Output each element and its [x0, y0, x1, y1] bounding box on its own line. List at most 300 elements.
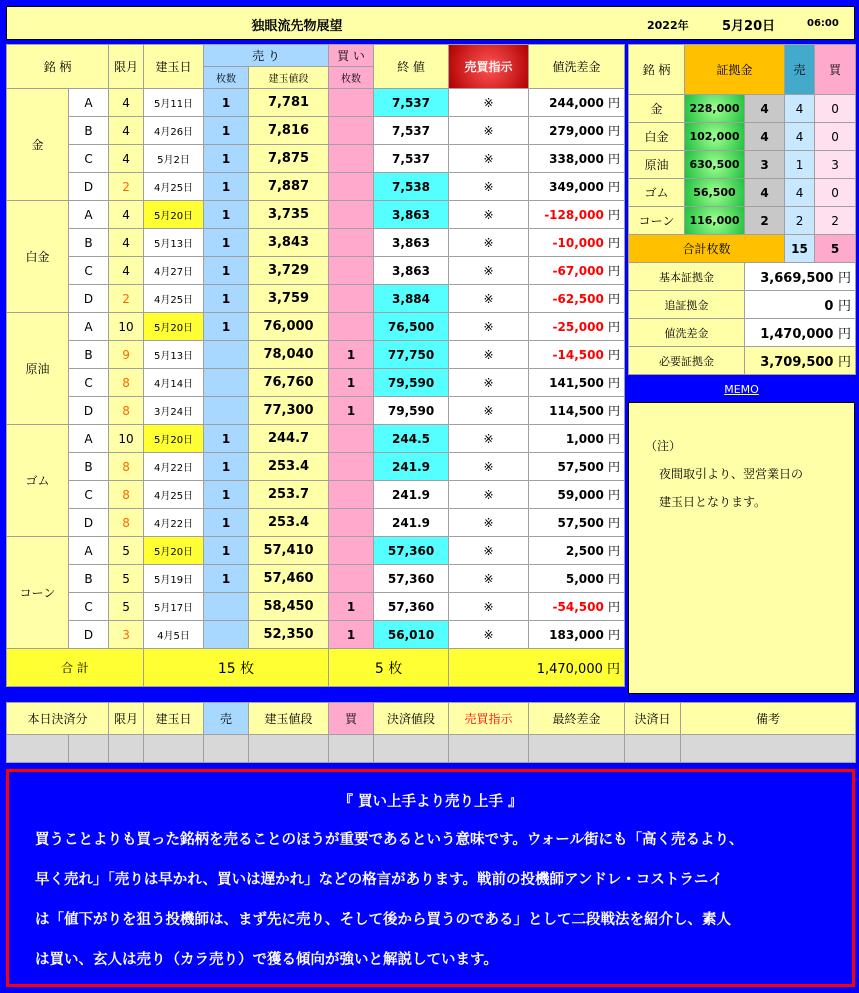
buy-count — [329, 229, 374, 257]
trade-instruction[interactable]: ※ — [449, 313, 529, 341]
memo-line-2: 建玉日となります。 — [659, 495, 767, 509]
contract-code: C — [69, 145, 109, 173]
col-tategyoku-neda: 建玉値段 — [249, 67, 329, 89]
margin-amount: 630,500 — [685, 151, 745, 179]
settle-cell[interactable] — [109, 735, 144, 763]
sell-count: 1 — [204, 257, 249, 285]
position-row — [7, 201, 625, 229]
position-row — [7, 453, 625, 481]
position-row — [7, 425, 625, 453]
trade-instruction[interactable]: ※ — [449, 537, 529, 565]
summary-row — [629, 319, 856, 347]
margin-sell: 4 — [785, 123, 815, 151]
nearai-diff: 338,000 円 — [529, 145, 625, 173]
nearai-diff: 2,500 円 — [529, 537, 625, 565]
trade-instruction[interactable]: ※ — [449, 257, 529, 285]
margin-count: 3 — [745, 151, 785, 179]
sell-count: 1 — [204, 117, 249, 145]
baibai-shiji-button[interactable]: 売買指示 — [449, 45, 529, 89]
buy-count: 1 — [329, 621, 374, 649]
sell-count: 1 — [204, 425, 249, 453]
position-row — [7, 397, 625, 425]
position-price: 253.4 — [249, 453, 329, 481]
settle-cell[interactable] — [374, 735, 449, 763]
settle-cell[interactable] — [249, 735, 329, 763]
summary-row — [629, 347, 856, 375]
position-row — [7, 117, 625, 145]
margin-amount: 56,500 — [685, 179, 745, 207]
total-diff: 1,470,000 円 — [449, 649, 625, 687]
position-date: 4月25日 — [144, 481, 204, 509]
position-row — [7, 313, 625, 341]
margin-count: 4 — [745, 179, 785, 207]
buy-count — [329, 145, 374, 173]
col-nearai: 値洗差金 — [529, 45, 625, 89]
position-date: 5月20日 — [144, 313, 204, 341]
total-label: 合 計 — [7, 649, 144, 687]
trade-instruction[interactable]: ※ — [449, 117, 529, 145]
sell-count: 1 — [204, 201, 249, 229]
nearai-diff: 141,500 円 — [529, 369, 625, 397]
margin-buy: 0 — [815, 123, 856, 151]
settle-col-4: 売 — [204, 703, 249, 735]
side-total-buy: 5 — [815, 235, 856, 263]
nearai-diff: -67,000 円 — [529, 257, 625, 285]
settle-cell[interactable] — [69, 735, 109, 763]
margin-row — [629, 123, 856, 151]
col-gengetsu: 限月 — [109, 45, 144, 89]
contract-code: D — [69, 285, 109, 313]
nearai-diff: 349,000 円 — [529, 173, 625, 201]
buy-count — [329, 537, 374, 565]
settle-cell[interactable] — [625, 735, 681, 763]
memo-note: （注） — [645, 439, 682, 453]
buy-count: 1 — [329, 397, 374, 425]
buy-count: 1 — [329, 593, 374, 621]
contract-code: C — [69, 257, 109, 285]
sell-count: 1 — [204, 285, 249, 313]
quote-line-3: は「値下がりを狙う投機師は、まず先に売り、そして後から買うのである」として二段戦法を紹介し、素人 — [35, 912, 731, 928]
position-date: 5月11日 — [144, 89, 204, 117]
buy-count: 1 — [329, 369, 374, 397]
trade-instruction[interactable]: ※ — [449, 89, 529, 117]
position-date: 5月20日 — [144, 537, 204, 565]
contract-code: A — [69, 201, 109, 229]
contract-month: 3 — [109, 621, 144, 649]
nearai-diff: -25,000 円 — [529, 313, 625, 341]
summary-value: 1,470,000 円 — [745, 319, 856, 347]
trade-instruction[interactable]: ※ — [449, 397, 529, 425]
settle-col-11: 備考 — [681, 703, 856, 735]
position-date: 3月24日 — [144, 397, 204, 425]
position-date: 4月22日 — [144, 509, 204, 537]
position-date: 4月26日 — [144, 117, 204, 145]
contract-code: D — [69, 173, 109, 201]
close-price: 79,590 — [374, 369, 449, 397]
close-price: 56,010 — [374, 621, 449, 649]
summary-label: 基本証拠金 — [629, 263, 745, 291]
close-price: 79,590 — [374, 397, 449, 425]
position-price: 253.7 — [249, 481, 329, 509]
sell-count: 1 — [204, 537, 249, 565]
settle-col-9: 最終差金 — [529, 703, 625, 735]
contract-code: B — [69, 229, 109, 257]
position-price: 3,729 — [249, 257, 329, 285]
close-price: 76,500 — [374, 313, 449, 341]
quote-line-2: 早く売れ」「売りは早かれ、買いは遅かれ」などの格言があります。戦前の投機師アンドレ・コストラニイ — [35, 872, 723, 888]
summary-label: 値洗差金 — [629, 319, 745, 347]
position-date: 4月25日 — [144, 285, 204, 313]
settle-col-1: 本日決済分 — [7, 703, 109, 735]
margin-row — [629, 151, 856, 179]
margin-name: 金 — [629, 95, 685, 123]
margin-sell: 1 — [785, 151, 815, 179]
position-price: 3,759 — [249, 285, 329, 313]
nearai-diff: 183,000 円 — [529, 621, 625, 649]
margin-name: コーン — [629, 207, 685, 235]
contract-month: 4 — [109, 257, 144, 285]
position-date: 4月22日 — [144, 453, 204, 481]
sell-count: 1 — [204, 565, 249, 593]
settle-cell[interactable] — [529, 735, 625, 763]
position-date: 4月27日 — [144, 257, 204, 285]
position-row — [7, 481, 625, 509]
position-price: 7,887 — [249, 173, 329, 201]
sell-count: 1 — [204, 229, 249, 257]
close-price: 241.9 — [374, 453, 449, 481]
contract-code: A — [69, 425, 109, 453]
contract-month: 5 — [109, 593, 144, 621]
settle-cell[interactable] — [204, 735, 249, 763]
sell-count: 1 — [204, 313, 249, 341]
margin-row — [629, 207, 856, 235]
nearai-diff: 57,500 円 — [529, 453, 625, 481]
summary-row — [629, 263, 856, 291]
quote-panel — [6, 769, 855, 987]
quote-line-4: は買い、玄人は売り（カラ売り）で獲る傾向が強いと解説しています。 — [35, 952, 498, 968]
contract-month: 2 — [109, 285, 144, 313]
position-row — [7, 537, 625, 565]
position-price: 77,300 — [249, 397, 329, 425]
nearai-diff: -14,500 円 — [529, 341, 625, 369]
trade-instruction[interactable]: ※ — [449, 341, 529, 369]
buy-count — [329, 453, 374, 481]
buy-count: 1 — [329, 341, 374, 369]
col-owarine: 終 値 — [374, 45, 449, 89]
margin-amount: 116,000 — [685, 207, 745, 235]
close-price: 3,863 — [374, 201, 449, 229]
contract-code: C — [69, 593, 109, 621]
position-price: 76,000 — [249, 313, 329, 341]
position-price: 76,760 — [249, 369, 329, 397]
side-total-sell: 15 — [785, 235, 815, 263]
summary-value: 0 円 — [745, 291, 856, 319]
trade-instruction[interactable]: ※ — [449, 425, 529, 453]
nearai-diff: 114,500 円 — [529, 397, 625, 425]
close-price: 241.9 — [374, 509, 449, 537]
position-date: 5月19日 — [144, 565, 204, 593]
contract-month: 2 — [109, 173, 144, 201]
contract-month: 5 — [109, 537, 144, 565]
memo-box — [628, 402, 855, 694]
position-date: 5月20日 — [144, 425, 204, 453]
nearai-diff: -54,500 円 — [529, 593, 625, 621]
nearai-diff: -10,000 円 — [529, 229, 625, 257]
margin-sell: 4 — [785, 95, 815, 123]
position-price: 7,781 — [249, 89, 329, 117]
close-price: 7,537 — [374, 145, 449, 173]
position-date: 5月17日 — [144, 593, 204, 621]
buy-count — [329, 89, 374, 117]
buy-count — [329, 509, 374, 537]
trade-instruction[interactable]: ※ — [449, 369, 529, 397]
nearai-diff: 244,000 円 — [529, 89, 625, 117]
settle-cell[interactable] — [329, 735, 374, 763]
position-date: 4月25日 — [144, 173, 204, 201]
contract-month: 8 — [109, 397, 144, 425]
margin-buy: 2 — [815, 207, 856, 235]
contract-month: 4 — [109, 117, 144, 145]
nearai-diff: -62,500 円 — [529, 285, 625, 313]
contract-code: B — [69, 117, 109, 145]
position-price: 57,410 — [249, 537, 329, 565]
nearai-diff: 59,000 円 — [529, 481, 625, 509]
contract-month: 9 — [109, 341, 144, 369]
trade-instruction[interactable]: ※ — [449, 509, 529, 537]
contract-month: 10 — [109, 425, 144, 453]
side-total-label: 合計枚数 — [629, 235, 785, 263]
nearai-diff: 5,000 円 — [529, 565, 625, 593]
position-row — [7, 565, 625, 593]
trade-instruction[interactable]: ※ — [449, 201, 529, 229]
buy-count — [329, 425, 374, 453]
buy-count — [329, 201, 374, 229]
contract-month: 4 — [109, 145, 144, 173]
position-price: 7,875 — [249, 145, 329, 173]
sell-count — [204, 341, 249, 369]
sell-count: 1 — [204, 173, 249, 201]
memo-line-1: 夜間取引より、翌営業日の — [659, 467, 804, 481]
group-name: 金 — [7, 89, 69, 201]
close-price: 57,360 — [374, 565, 449, 593]
position-price: 78,040 — [249, 341, 329, 369]
side-col-uri: 売 — [785, 45, 815, 95]
close-price: 3,863 — [374, 257, 449, 285]
close-price: 7,537 — [374, 117, 449, 145]
sell-count: 1 — [204, 481, 249, 509]
contract-month: 4 — [109, 89, 144, 117]
margin-name: ゴム — [629, 179, 685, 207]
contract-code: B — [69, 453, 109, 481]
settle-col-7: 決済値段 — [374, 703, 449, 735]
group-name: ゴム — [7, 425, 69, 537]
margin-table — [628, 44, 856, 375]
close-price: 241.9 — [374, 481, 449, 509]
buy-count — [329, 565, 374, 593]
sell-count: 1 — [204, 145, 249, 173]
nearai-diff: 57,500 円 — [529, 509, 625, 537]
sell-count: 1 — [204, 509, 249, 537]
col-uri: 売 り — [204, 45, 329, 67]
buy-count — [329, 117, 374, 145]
position-price: 253.4 — [249, 509, 329, 537]
close-price: 57,360 — [374, 537, 449, 565]
header-time: 06:00 — [807, 18, 839, 29]
contract-code: D — [69, 397, 109, 425]
close-price: 7,537 — [374, 89, 449, 117]
summary-label: 必要証拠金 — [629, 347, 745, 375]
position-row — [7, 621, 625, 649]
position-price: 7,816 — [249, 117, 329, 145]
settle-col-10: 決済日 — [625, 703, 681, 735]
settle-cell[interactable] — [681, 735, 856, 763]
position-row — [7, 593, 625, 621]
contract-code: B — [69, 565, 109, 593]
contract-code: A — [69, 313, 109, 341]
quote-title: 『 買い上手より売り上手 』 — [338, 794, 523, 810]
settle-cell[interactable] — [144, 735, 204, 763]
position-price: 244.7 — [249, 425, 329, 453]
settle-cell[interactable] — [449, 735, 529, 763]
buy-count — [329, 481, 374, 509]
quote-line-1: 買うことよりも買った銘柄を売ることのほうが重要であるという意味です。ウォール街にも「高く売るより、 — [35, 832, 744, 848]
position-row — [7, 173, 625, 201]
summary-value: 3,669,500 円 — [745, 263, 856, 291]
contract-month: 4 — [109, 229, 144, 257]
summary-row — [629, 291, 856, 319]
trade-instruction[interactable]: ※ — [449, 621, 529, 649]
contract-code: C — [69, 481, 109, 509]
position-price: 52,350 — [249, 621, 329, 649]
col-meigara: 銘 柄 — [7, 45, 109, 89]
contract-code: D — [69, 621, 109, 649]
margin-name: 白金 — [629, 123, 685, 151]
positions-table — [6, 44, 625, 687]
margin-name: 原油 — [629, 151, 685, 179]
side-col-kai: 買 — [815, 45, 856, 95]
settle-col-6: 買 — [329, 703, 374, 735]
sell-count — [204, 369, 249, 397]
position-price: 3,735 — [249, 201, 329, 229]
position-date: 5月20日 — [144, 201, 204, 229]
contract-code: B — [69, 341, 109, 369]
margin-count: 4 — [745, 123, 785, 151]
contract-code: C — [69, 369, 109, 397]
nearai-diff: 1,000 円 — [529, 425, 625, 453]
trade-instruction[interactable]: ※ — [449, 565, 529, 593]
position-price: 3,843 — [249, 229, 329, 257]
position-price: 58,450 — [249, 593, 329, 621]
margin-buy: 0 — [815, 95, 856, 123]
group-name: コーン — [7, 537, 69, 649]
side-col-meigara: 銘 柄 — [629, 45, 685, 95]
nearai-diff: -128,000 円 — [529, 201, 625, 229]
group-name: 原油 — [7, 313, 69, 425]
trade-instruction[interactable]: ※ — [449, 285, 529, 313]
trade-instruction[interactable]: ※ — [449, 481, 529, 509]
col-kai: 買 い — [329, 45, 374, 67]
close-price: 3,884 — [374, 285, 449, 313]
col-sell-maisu: 枚数 — [204, 67, 249, 89]
position-row — [7, 257, 625, 285]
summary-value: 3,709,500 円 — [745, 347, 856, 375]
contract-month: 8 — [109, 369, 144, 397]
buy-count — [329, 173, 374, 201]
side-col-shokokin: 証拠金 — [685, 45, 785, 95]
group-name: 白金 — [7, 201, 69, 313]
settle-col-2: 限月 — [109, 703, 144, 735]
trade-instruction[interactable]: ※ — [449, 145, 529, 173]
page-title: 独眼流先物展望 — [251, 19, 343, 34]
trade-instruction[interactable]: ※ — [449, 173, 529, 201]
buy-count — [329, 313, 374, 341]
contract-code: A — [69, 89, 109, 117]
sell-count — [204, 621, 249, 649]
contract-month: 8 — [109, 509, 144, 537]
total-sell: 15 枚 — [144, 649, 329, 687]
close-price: 7,538 — [374, 173, 449, 201]
position-row — [7, 89, 625, 117]
margin-sell: 4 — [785, 179, 815, 207]
position-row — [7, 229, 625, 257]
trade-instruction[interactable]: ※ — [449, 453, 529, 481]
nearai-diff: 279,000 円 — [529, 117, 625, 145]
margin-count: 4 — [745, 95, 785, 123]
margin-amount: 228,000 — [685, 95, 745, 123]
settlement-table — [6, 702, 856, 763]
trade-instruction[interactable]: ※ — [449, 229, 529, 257]
header-year: 2022年 — [647, 19, 689, 32]
sell-count: 1 — [204, 89, 249, 117]
position-date: 4月14日 — [144, 369, 204, 397]
settle-col-3: 建玉日 — [144, 703, 204, 735]
margin-buy: 0 — [815, 179, 856, 207]
col-tategyokubi: 建玉日 — [144, 45, 204, 89]
settle-col-5: 建玉値段 — [249, 703, 329, 735]
total-buy: 5 枚 — [329, 649, 449, 687]
contract-code: A — [69, 537, 109, 565]
position-date: 5月13日 — [144, 229, 204, 257]
sell-count — [204, 593, 249, 621]
position-row — [7, 509, 625, 537]
position-row — [7, 369, 625, 397]
margin-row — [629, 179, 856, 207]
close-price: 77,750 — [374, 341, 449, 369]
contract-month: 5 — [109, 565, 144, 593]
position-row — [7, 285, 625, 313]
margin-amount: 102,000 — [685, 123, 745, 151]
position-date: 4月5日 — [144, 621, 204, 649]
header-date: 5月20日 — [722, 19, 776, 34]
contract-month: 8 — [109, 453, 144, 481]
close-price: 3,863 — [374, 229, 449, 257]
margin-sell: 2 — [785, 207, 815, 235]
sell-count: 1 — [204, 453, 249, 481]
position-row — [7, 145, 625, 173]
settle-cell[interactable] — [7, 735, 69, 763]
memo-link[interactable]: MEMO — [724, 383, 759, 396]
position-date: 5月13日 — [144, 341, 204, 369]
summary-label: 追証拠金 — [629, 291, 745, 319]
trade-instruction[interactable]: ※ — [449, 593, 529, 621]
col-buy-maisu: 枚数 — [329, 67, 374, 89]
buy-count — [329, 285, 374, 313]
buy-count — [329, 257, 374, 285]
contract-month: 10 — [109, 313, 144, 341]
close-price: 244.5 — [374, 425, 449, 453]
position-price: 57,460 — [249, 565, 329, 593]
margin-count: 2 — [745, 207, 785, 235]
